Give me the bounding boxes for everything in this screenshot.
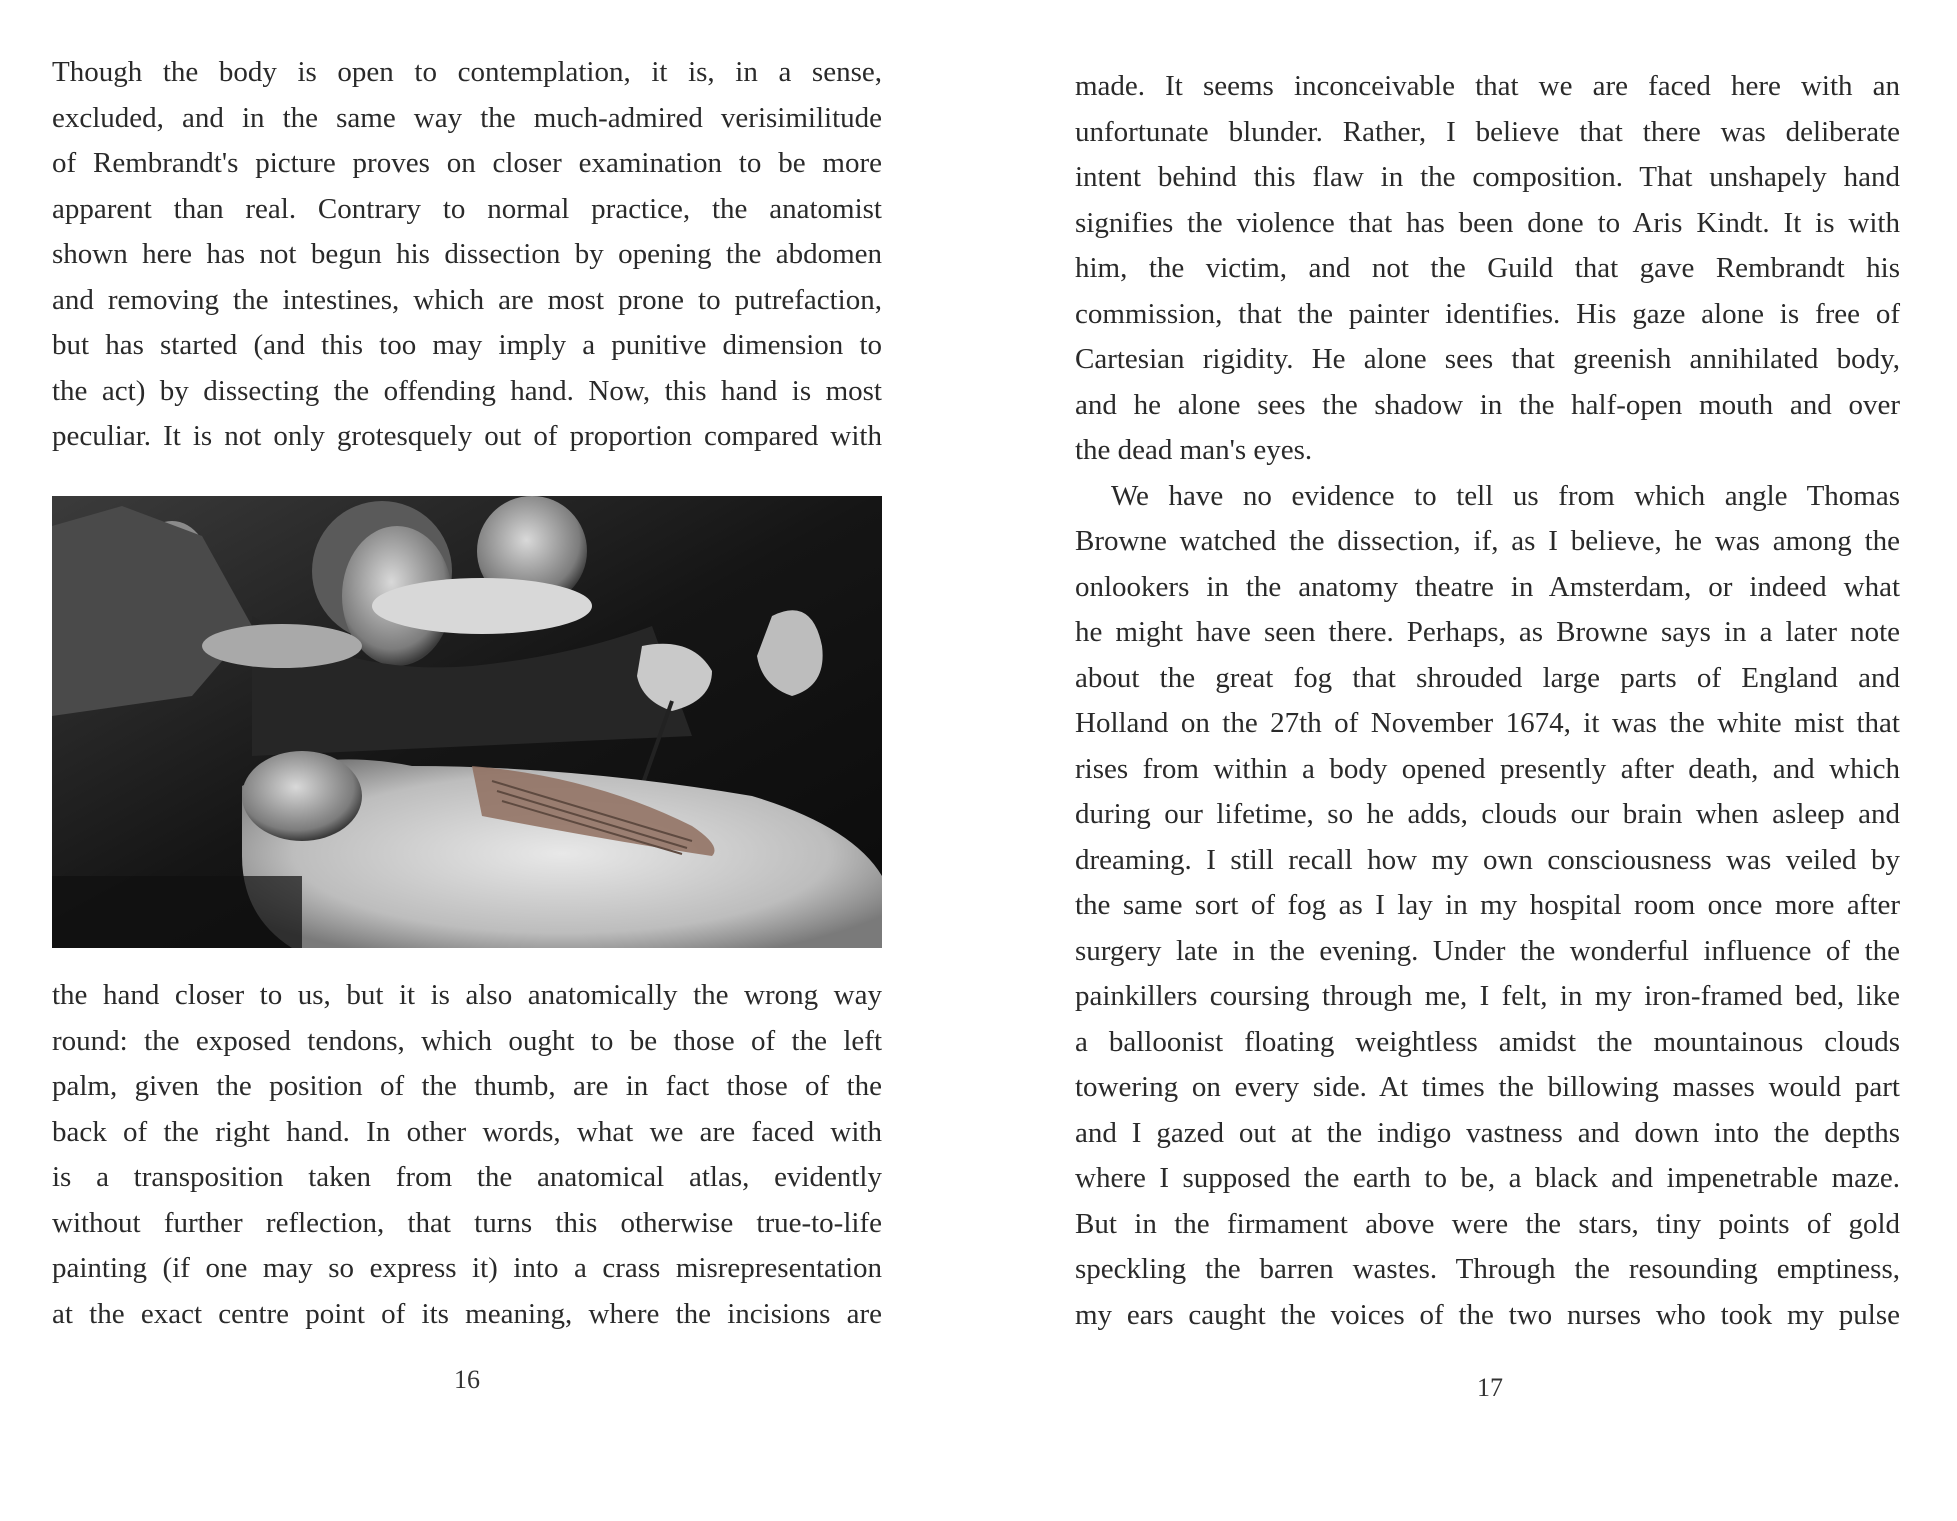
text-line: a balloonist floating weightless amidst the mountainous clouds: [1075, 1025, 1900, 1058]
text-line: excluded, and in the same way the much-admired verisimilitude: [52, 101, 882, 134]
text-line: and removing the intestines, which are most prone to putrefaction,: [52, 283, 882, 316]
text-line: Holland on the 27th of November 1674, it was the white mist that: [1075, 707, 1900, 739]
corpse-face: [242, 751, 362, 841]
text-line: But in the firmament above were the stars, tiny points of gold: [1075, 1207, 1900, 1240]
ruff-collar: [372, 578, 592, 634]
text-line: back of the right hand. In other words, what we are faced with: [52, 1115, 882, 1148]
text-line: We have no evidence to tell us from which angle Thomas: [1111, 479, 1900, 512]
text-line: and he alone sees the shadow in the half-open mouth and over: [1075, 388, 1900, 421]
text-line: painting (if one may so express it) into a crass misrepresentation: [52, 1252, 882, 1284]
text-line: surgery late in the evening. Under the wonderful influence of the: [1075, 934, 1900, 967]
text-line: intent behind this flaw in the composition. That unshapely hand: [1075, 161, 1900, 193]
text-line: Cartesian rigidity. He alone sees that greenish annihilated body,: [1075, 343, 1900, 375]
left-page-top-paragraph: [52, 50, 882, 460]
text-line: the dead man's eyes.: [1075, 434, 1313, 466]
collar-left: [202, 624, 362, 668]
text-line: the same sort of fog as I lay in my hospital room once more after: [1075, 889, 1900, 921]
text-line: about the great fog that shrouded large parts of England and: [1075, 661, 1900, 694]
text-line: made. It seems inconceivable that we are faced here with an: [1075, 70, 1900, 102]
text-line: commission, that the painter identifies. His gaze alone is free of: [1075, 297, 1900, 330]
text-line: my ears caught the voices of the two nurses who took my pulse: [1075, 1298, 1900, 1331]
text-line: at the exact centre point of its meaning, where the incisions are: [52, 1297, 882, 1330]
text-line: the hand closer to us, but it is also anatomically the wrong way: [52, 979, 882, 1011]
text-line: unfortunate blunder. Rather, I believe that there was deliberate: [1075, 115, 1900, 148]
text-line: the act) by dissecting the offending hand. Now, this hand is most: [52, 374, 882, 407]
anatomy-lesson-painting-image: [52, 496, 882, 948]
text-line: towering on every side. At times the billowing masses would part: [1075, 1071, 1900, 1103]
text-line: and I gazed out at the indigo vastness and down into the depths: [1075, 1116, 1900, 1149]
text-line: signifies the violence that has been done to Aris Kindt. It is with: [1075, 206, 1900, 239]
text-line: Though the body is open to contemplation, it is, in a sense,: [52, 56, 882, 88]
text-line: speckling the barren wastes. Through the resounding emptiness,: [1075, 1253, 1900, 1285]
text-line: painkillers coursing through me, I felt, in my iron-framed bed, like: [1075, 980, 1900, 1012]
text-line: during our lifetime, so he adds, clouds our brain when asleep and: [1075, 798, 1900, 830]
text-line: but has started (and this too may imply a punitive dimension to: [52, 329, 882, 361]
text-line: where I supposed the earth to be, a black and impenetrable maze.: [1075, 1162, 1900, 1194]
text-line: apparent than real. Contrary to normal practice, the anatomist: [52, 192, 882, 225]
text-line: of Rembrandt's picture proves on closer examination to be more: [52, 147, 882, 179]
page-number-left: 16: [454, 1365, 480, 1394]
foreground-shadow: [52, 876, 302, 948]
text-line: palm, given the position of the thumb, are in fact those of the: [52, 1070, 882, 1102]
right-page-text: [1075, 64, 1900, 1338]
text-line: is a transposition taken from the anatomical atlas, evidently: [52, 1161, 882, 1193]
painting-illustration: [52, 496, 882, 948]
text-line: without further reflection, that turns this otherwise true-to-life: [52, 1206, 882, 1239]
text-line: shown here has not begun his dissection by opening the abdomen: [52, 238, 882, 270]
page-number-right: 17: [1477, 1373, 1503, 1402]
text-line: he might have seen there. Perhaps, as Browne says in a later note: [1075, 616, 1900, 648]
text-line: rises from within a body opened presently after death, and which: [1075, 752, 1900, 785]
text-line: round: the exposed tendons, which ought to be those of the left: [52, 1024, 882, 1057]
text-line: Browne watched the dissection, if, as I believe, he was among the: [1075, 525, 1900, 557]
text-line: onlookers in the anatomy theatre in Amsterdam, or indeed what: [1075, 570, 1900, 603]
left-page-bottom-paragraph: [52, 973, 882, 1337]
text-line: dreaming. I still recall how my own consciousness was veiled by: [1075, 843, 1900, 876]
text-line: him, the victim, and not the Guild that gave Rembrandt his: [1075, 252, 1900, 284]
text-line: peculiar. It is not only grotesquely out of proportion compared with: [52, 420, 882, 452]
